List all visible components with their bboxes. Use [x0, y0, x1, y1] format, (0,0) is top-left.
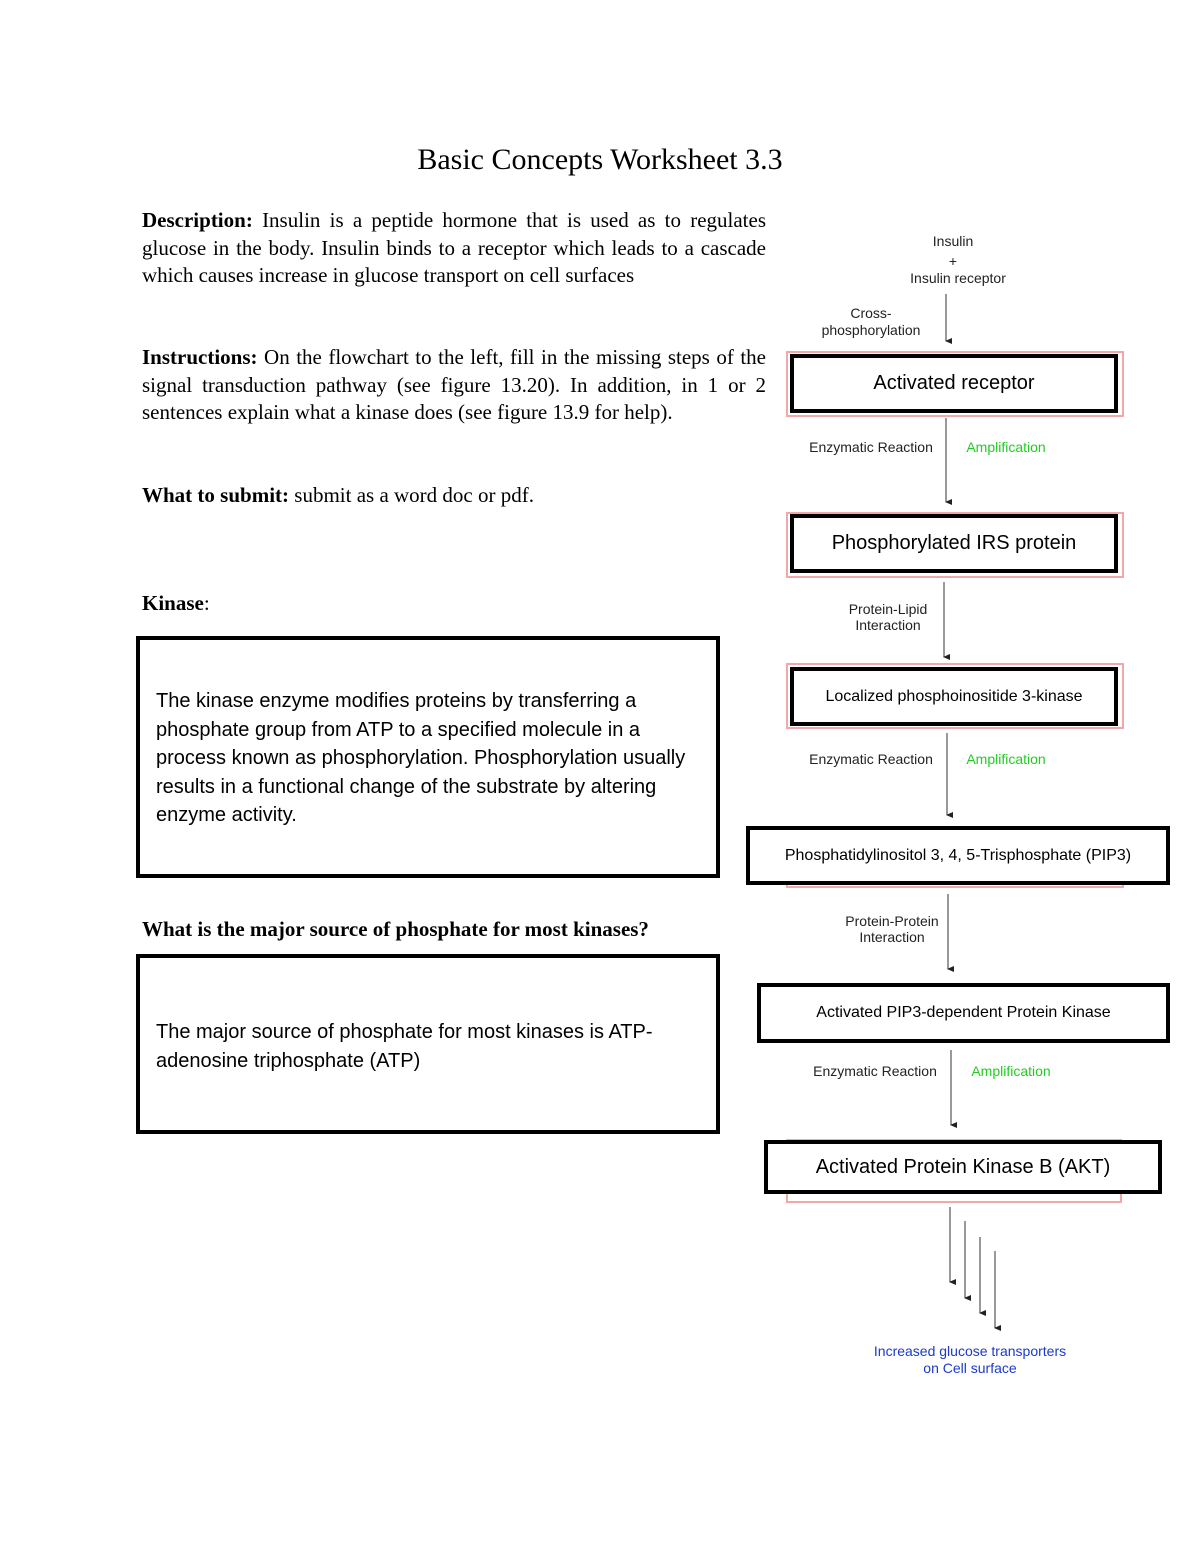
- instructions-label: Instructions: [142, 345, 251, 369]
- node-activated-pdk: Activated PIP3-dependent Protein Kinase: [757, 983, 1170, 1043]
- enzymatic-reaction-label-2: Enzymatic Reaction: [809, 751, 933, 767]
- protein-protein-label-2: Interaction: [859, 929, 925, 945]
- protein-lipid-label-1: Protein-Lipid: [848, 601, 928, 617]
- kinase-label: Kinase: [142, 591, 204, 615]
- submit-paragraph: What to submit: submit as a word doc or pdf.: [142, 483, 534, 507]
- insulin-label: Insulin: [932, 233, 974, 249]
- instructions-text: On the flowchart to the left, fill in the missing steps of the signal transduction pathway (see figure 13.20). In addition, in 1 or 2 sentences explain what a kinase does (see figure 13.9 for help).: [142, 345, 766, 424]
- node-localized-pi3k: Localized phosphoinositide 3-kinase: [790, 667, 1118, 726]
- amplification-label-1: Amplification: [966, 439, 1046, 455]
- enzymatic-reaction-label-1: Enzymatic Reaction: [809, 439, 933, 455]
- protein-protein-label-1: Protein-Protein: [845, 913, 939, 929]
- outcome-label-2: on Cell surface: [923, 1360, 1017, 1376]
- node-activated-receptor: Activated receptor: [790, 354, 1118, 413]
- description-label: Description: [142, 208, 246, 232]
- outcome-label-1: Increased glucose transporters: [873, 1343, 1067, 1359]
- node-activated-akt: Activated Protein Kinase B (AKT): [764, 1140, 1162, 1194]
- submit-text: submit as a word doc or pdf.: [294, 483, 534, 507]
- kinase-heading: Kinase:: [142, 591, 210, 615]
- phosphate-answer-text: The major source of phosphate for most kinases is ATP- adenosine triphosphate (ATP): [156, 1021, 653, 1072]
- protein-lipid-label-2: Interaction: [855, 617, 921, 633]
- node-phosphorylated-irs-protein: Phosphorylated IRS protein: [790, 514, 1118, 573]
- enzymatic-reaction-label-3: Enzymatic Reaction: [813, 1063, 937, 1079]
- plus-sign: +: [948, 253, 958, 269]
- description-text: Insulin is a peptide hormone that is used as to regulates glucose in the body. Insulin binds to a receptor which leads to a cascade which causes increase in glucose transport on cell surfaces: [142, 208, 766, 287]
- node-pip3: Phosphatidylinositol 3, 4, 5-Trisphosphate (PIP3): [746, 826, 1170, 885]
- page-title: Basic Concepts Worksheet 3.3: [417, 143, 783, 176]
- kinase-answer-text: The kinase enzyme modifies proteins by transferring a phosphate group from ATP to a specified molecule in a process known as phosphorylation. Phosphorylation usually results in a functional change of the substrate by altering enzyme activity.: [156, 690, 686, 826]
- phosphate-question-text: What is the major source of phosphate for most kinases?: [142, 917, 649, 941]
- submit-label: What to submit: [142, 483, 283, 507]
- amplification-label-2: Amplification: [966, 751, 1046, 767]
- cross-phosphorylation-label-1: Cross-: [850, 305, 892, 321]
- instructions-paragraph: Instructions: On the flowchart to the left, fill in the missing steps of the signal transduction pathway (see figure 13.20). In addition, in 1 or 2 sentences explain what a kinase does (see figure 13.9 for help).: [142, 345, 766, 424]
- description-paragraph: Description: Insulin is a peptide hormone that is used as to regulates glucose in the body. Insulin binds to a receptor which leads to a cascade which causes increase in glucose transport on cell surfaces: [142, 208, 766, 287]
- insulin-receptor-label: Insulin receptor: [910, 270, 1006, 286]
- amplification-label-3: Amplification: [971, 1063, 1051, 1079]
- cross-phosphorylation-label-2: phosphorylation: [821, 322, 921, 338]
